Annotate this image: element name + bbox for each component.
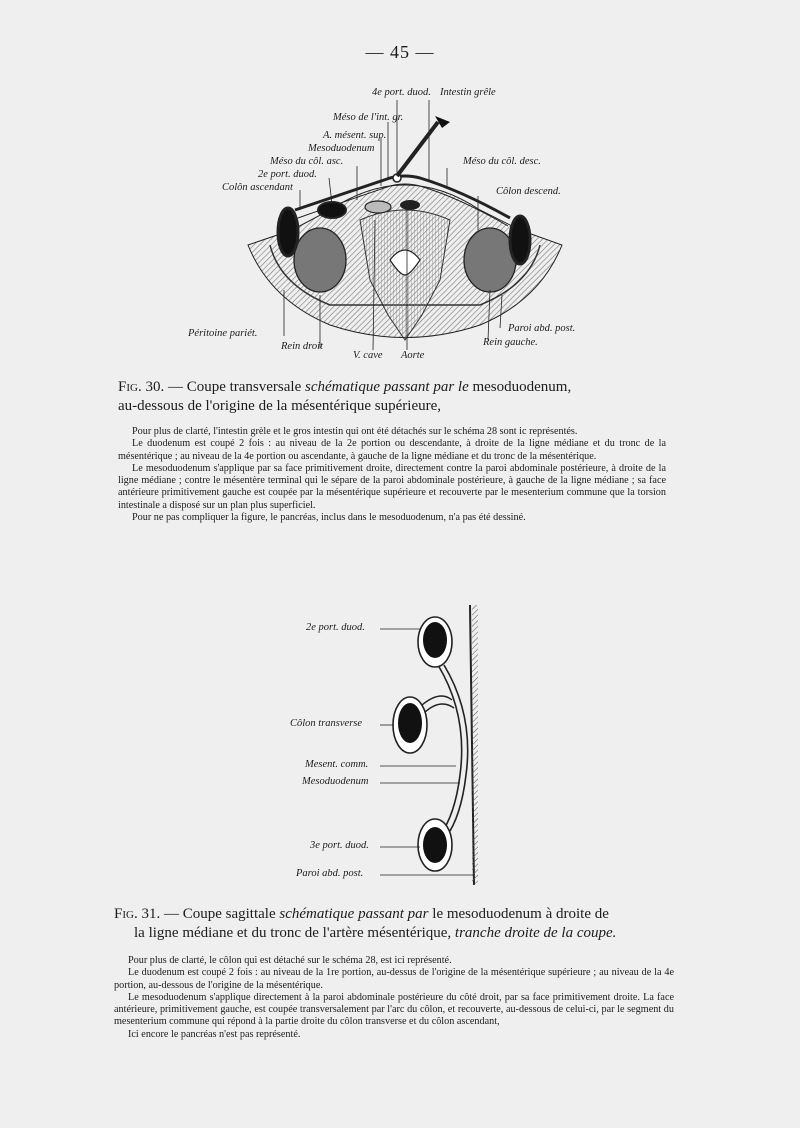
fig30-label-meso-asc: Méso du côl. asc. bbox=[270, 156, 344, 167]
fig30-label-aorte: Aorte bbox=[401, 350, 425, 361]
fig31-caption-line2a: la ligne médiane et du tronc de l'artère mésentérique, bbox=[134, 925, 455, 941]
fig31-label-colon-transv: Côlon transverse bbox=[290, 718, 363, 729]
fig30-paragraph: Le mesoduodenum s'applique par sa face primitivement droite, directement contre la paroi abdominale postérieure, à droite de la ligne médiane ; contre le mésentère terminal qui le sépare de la paroi abdominale postérieure, à gauche de la ligne médiane ; sa face antérieure primitivement gauche est coupée par la mésentérique supérieure et recouverte par le mesenterium commune que la torsion intestinale a disposé sur un plan plus superficiel. bbox=[118, 462, 666, 511]
fig30-caption-label: Fig. 30. bbox=[118, 379, 165, 395]
fig30-label-intestin: Intestin grêle bbox=[440, 87, 496, 98]
fig31-caption bbox=[114, 905, 684, 943]
fig30-caption-line2: au-dessous de l'origine de la mésentérique supérieure, bbox=[118, 398, 442, 414]
fig30-label-colon-asc: Colôn ascendant bbox=[222, 182, 293, 193]
fig31-paragraph: Ici encore le pancréas n'est pas représenté. bbox=[128, 1028, 301, 1040]
fig31-text bbox=[114, 955, 674, 1041]
fig31-paragraph: Le duodenum est coupé 2 fois : au niveau de la 1re portion, au-dessus de l'origine de la mésentérique supérieure ; au niveau de la 4e portion, au-dessous de l'origine de la mésentérique. bbox=[114, 967, 674, 991]
figure-31-drawing bbox=[380, 605, 510, 895]
fig30-label-rein-droit: Rein droit bbox=[281, 341, 323, 352]
fig30-caption-dash: — Coupe transversale bbox=[164, 379, 305, 395]
fig30-text bbox=[118, 426, 666, 524]
fig30-label-meso-desc: Méso du côl. desc. bbox=[463, 156, 541, 167]
fig30-paragraph: Pour ne pas compliquer la figure, le pancréas, inclus dans le mesoduodenum, n'a pas été dessiné. bbox=[132, 512, 526, 524]
fig31-caption-label: Fig. 31. bbox=[114, 906, 161, 922]
fig31-caption-rest: le mesoduodenum à droite de bbox=[428, 906, 609, 922]
fig31-label-paroi: Paroi abd. post. bbox=[296, 868, 364, 879]
fig31-label-mesent-comm: Mesent. comm. bbox=[305, 759, 369, 770]
fig30-paragraph: Le duodenum est coupé 2 fois : au niveau de la 2e portion ou descendante, à droite de la ligne médiane et du tronc de la mésentérique ; au niveau de la 4e portion ou ascendante, à gauche de la ligne médiane et du tronc de la mésentérique. bbox=[118, 438, 666, 462]
page-number: — 45 — bbox=[365, 42, 435, 62]
fig30-caption bbox=[118, 378, 678, 416]
fig31-label-mesoduodenum: Mesoduodenum bbox=[302, 776, 369, 787]
fig30-label-colon-desc: Côlon descend. bbox=[496, 186, 561, 197]
fig31-caption-italic: schématique passant par bbox=[279, 906, 429, 922]
fig30-label-rein-gauche: Rein gauche. bbox=[483, 337, 538, 348]
fig30-caption-italic: schématique passant par le bbox=[305, 379, 469, 395]
fig31-paragraph: Le mesoduodenum s'applique directement à la paroi abdominale postérieure du côté droit, par sa face primitivement droite. La face antérieure, primitivement gauche, est coupée transversalement par l'arc du côlon, et recouverte, au-dessous de celui-ci, par le segment du mesenterium commune qui répond à la partie droite du côlon transverse et du côlon ascendant, bbox=[114, 991, 674, 1028]
fig30-label-mesoduodenum: Mesoduodenum bbox=[308, 143, 375, 154]
fig31-label-port3: 3e port. duod. bbox=[310, 840, 369, 851]
fig31-paragraph: Pour plus de clarté, le côlon qui est détaché sur le schéma 28, est ici représenté. bbox=[128, 955, 452, 966]
fig30-label-v-cave: V. cave bbox=[353, 350, 383, 361]
fig30-label-port2: 2e port. duod. bbox=[258, 169, 317, 180]
fig30-label-port4: 4e port. duod. bbox=[372, 87, 431, 98]
fig31-caption-line2b: tranche droite de la coupe. bbox=[454, 925, 617, 941]
fig30-paragraph: Pour plus de clarté, l'intestin grèle et le gros intestin qui ont été détachés sur le schéma 28 sont ic représentés. bbox=[132, 426, 578, 437]
figure-30-drawing bbox=[240, 100, 570, 360]
fig31-caption-dash: — Coupe sagittale bbox=[160, 906, 280, 922]
fig30-label-peritoine: Péritoine pariét. bbox=[188, 328, 258, 339]
fig30-label-paroi: Paroi abd. post. bbox=[508, 323, 576, 334]
fig30-label-a-mesent: A. mésent. sup. bbox=[323, 130, 387, 141]
fig31-label-port2: 2e port. duod. bbox=[306, 622, 365, 633]
fig30-caption-rest: mesoduodenum, bbox=[468, 379, 572, 395]
fig30-label-meso-int: Méso de l'int. gr. bbox=[333, 112, 404, 123]
